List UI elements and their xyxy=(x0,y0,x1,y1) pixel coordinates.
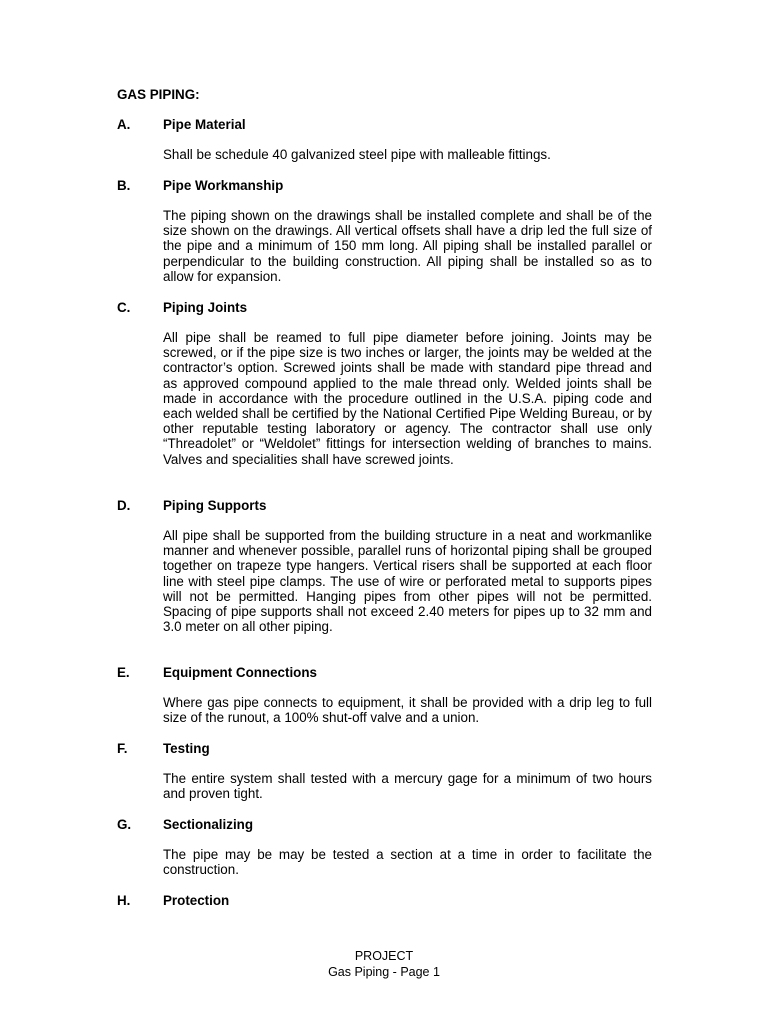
section-title: Piping Joints xyxy=(163,300,248,315)
section-title: Sectionalizing xyxy=(163,817,254,832)
section-letter: G. xyxy=(117,817,132,832)
section-e xyxy=(0,665,768,726)
section-heading xyxy=(0,817,768,833)
section-letter: D. xyxy=(117,498,131,513)
footer-project: PROJECT xyxy=(354,949,414,963)
section-b xyxy=(0,178,768,284)
section-title: Equipment Connections xyxy=(163,665,317,680)
section-letter: E. xyxy=(117,665,130,680)
section-title: Pipe Material xyxy=(163,117,246,132)
section-f xyxy=(0,741,768,802)
section-letter: H. xyxy=(117,893,131,908)
section-body: Where gas pipe connects to equipment, it shall be provided with a drip leg to full size of the runout, a 100% shut-off valve and a union. xyxy=(163,695,652,726)
section-a xyxy=(0,117,768,162)
section-d xyxy=(0,498,768,635)
page-footer xyxy=(0,948,768,980)
section-letter: C. xyxy=(117,300,131,315)
section-letter: A. xyxy=(117,117,131,132)
section-body: The piping shown on the drawings shall be installed complete and shall be of the size shown on the drawings. All vertical offsets shall have a drip led the full size of the pipe and a minimum of 150 mm long. All piping shall be installed parallel or perpendicular to the building construction. All piping shall be installed so as to allow for expansion. xyxy=(163,208,652,284)
section-title: Protection xyxy=(163,893,230,908)
document-title: GAS PIPING: xyxy=(117,87,200,102)
section-g xyxy=(0,817,768,878)
section-title: Testing xyxy=(163,741,210,756)
section-heading xyxy=(0,117,768,133)
section-heading xyxy=(0,893,768,909)
section-heading xyxy=(0,498,768,514)
section-h xyxy=(0,893,768,909)
section-heading xyxy=(0,665,768,681)
section-body: All pipe shall be reamed to full pipe diameter before joining. Joints may be screwed, or if the pipe size is two inches or larger, the joints may be welded at the contractor’s option. Screwed joints shall be made with standard pipe thread and as approved compound applied to the male thread only. Welded joints shall be made in accordance with the procedure outlined in the U.S.A. piping code and each welded shall be certified by the National Certified Pipe Welding Bureau, or by other reputable testing laboratory or agency. The contractor shall use only “Threadolet” or “Weldolet” fittings for intersection welding of branches to mains. Valves and specialities shall have screwed joints. xyxy=(163,330,652,467)
section-title: Pipe Workmanship xyxy=(163,178,284,193)
section-heading xyxy=(0,300,768,316)
section-heading xyxy=(0,741,768,757)
section-body: All pipe shall be supported from the building structure in a neat and workmanlike manner and whenever possible, parallel runs of horizontal piping shall be grouped together on trapeze type hangers. Vertical risers shall be supported at each floor line with steel pipe clamps. The use of wire or perforated metal to supports pipes will not be permitted. Hanging pipes from other pipes will not be permitted. Spacing of pipe supports shall not exceed 2.40 meters for pipes up to 32 mm and 3.0 meter on all other piping. xyxy=(163,528,652,635)
section-body: The entire system shall tested with a mercury gage for a minimum of two hours and proven tight. xyxy=(163,771,652,802)
section-letter: B. xyxy=(117,178,131,193)
section-title: Piping Supports xyxy=(163,498,267,513)
section-body: The pipe may be may be tested a section at a time in order to facilitate the construction. xyxy=(163,847,652,878)
footer-page-label: Gas Piping - Page 1 xyxy=(328,965,440,979)
section-c xyxy=(0,300,768,467)
section-heading xyxy=(0,178,768,194)
section-letter: F. xyxy=(117,741,128,756)
section-body: Shall be schedule 40 galvanized steel pipe with malleable fittings. xyxy=(163,147,551,162)
